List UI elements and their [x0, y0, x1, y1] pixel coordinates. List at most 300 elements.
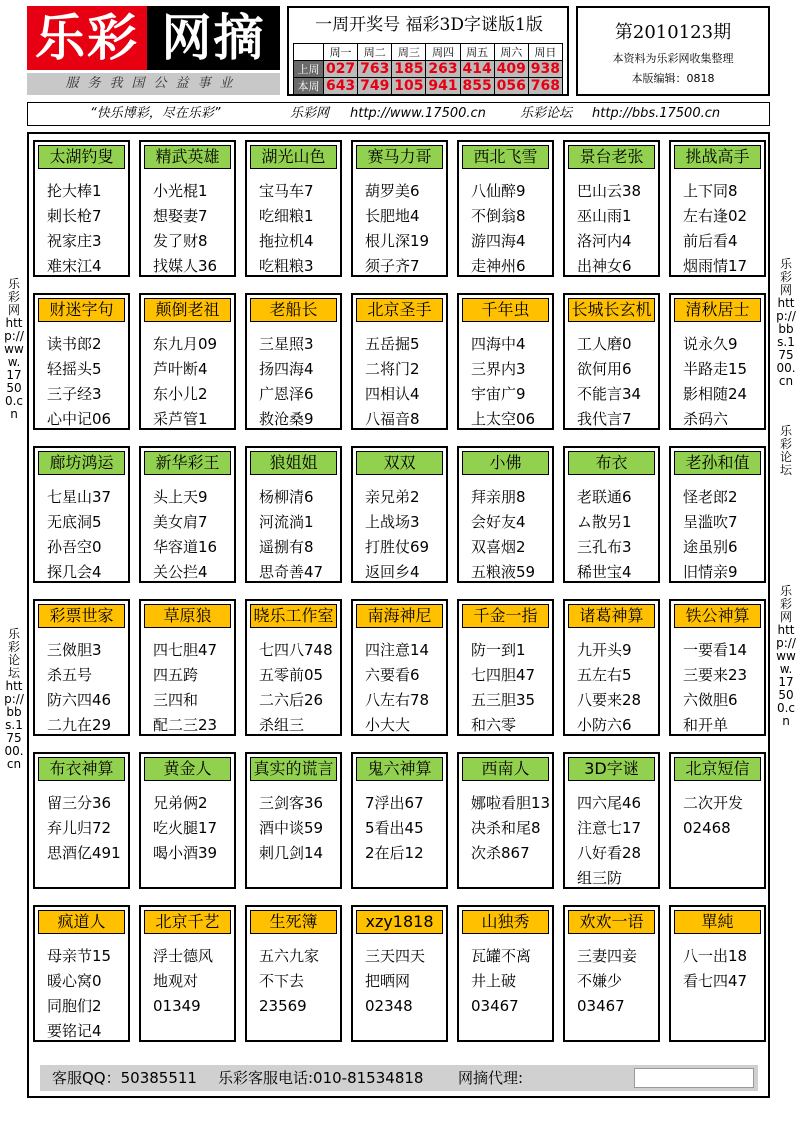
tip-line: 杀组三 [259, 716, 305, 734]
tip-card [457, 905, 554, 1042]
tip-line: 六要看6 [365, 666, 420, 684]
tip-line: 吃细粮1 [259, 207, 314, 225]
tip-line: 兄弟俩2 [153, 794, 208, 812]
tip-line: 三界内3 [471, 360, 526, 378]
tip-line: 扬四海4 [259, 360, 314, 378]
tip-line: 和六零 [471, 716, 517, 734]
tip-card [457, 752, 554, 889]
tip-line: 三妻四妾 [577, 947, 638, 965]
tip-card-title: 太湖钓叟 [38, 145, 125, 169]
page-title: 一周开奖号 福彩3D字谜版1版 [315, 15, 543, 35]
tip-line: 美女肩7 [153, 513, 208, 531]
tip-card-title: 小佛 [462, 451, 549, 475]
tip-line: 5看出45 [365, 819, 424, 837]
banner-motto: “快乐博彩，尽在乐彩” [90, 106, 221, 121]
tip-card-title: 千金一指 [462, 604, 549, 628]
tip-line: 防一到1 [471, 641, 526, 659]
tip-line: 出神女6 [577, 257, 632, 275]
tip-line: 三子经3 [47, 385, 102, 403]
tip-line: 怪老郎2 [683, 488, 738, 506]
tip-line: 2在后12 [365, 844, 424, 862]
tip-card-title: 千年虫 [462, 298, 549, 322]
tip-card-body [365, 638, 447, 738]
draw-number: 056 [494, 78, 528, 95]
banner [27, 102, 770, 126]
tip-card [351, 599, 448, 736]
tip-line: 同胞们2 [47, 997, 102, 1015]
logo-right-text: 网摘 [161, 9, 266, 67]
tip-card-title: 草原狼 [144, 604, 231, 628]
tip-card-title: 财迷字句 [38, 298, 125, 322]
side-left-top: 乐彩网 http://www.17500.cn [4, 277, 24, 421]
tip-line: 杨柳清6 [259, 488, 314, 506]
weekday-header: 周五 [460, 44, 494, 61]
tip-line: 旧情亲9 [683, 563, 738, 581]
tip-card-title: 北京圣手 [356, 298, 443, 322]
tip-card-title: 生死簿 [250, 910, 337, 934]
footer [40, 1065, 758, 1091]
tip-line: 拜亲朋8 [471, 488, 526, 506]
tip-card-body [47, 332, 129, 432]
tip-line: 游四海4 [471, 232, 526, 250]
weekday-header: 周三 [392, 44, 426, 61]
draw-number: 105 [392, 78, 426, 95]
tip-card-title: 诸葛神算 [568, 604, 655, 628]
tip-line: 小大大 [365, 716, 411, 734]
tip-line: 小光棍1 [153, 182, 208, 200]
tip-line: 井上破 [471, 972, 517, 990]
tip-line: 前后看4 [683, 232, 738, 250]
tip-line: 走神州6 [471, 257, 526, 275]
tip-line: 找媒人36 [153, 257, 218, 275]
tip-line: 把晒网 [365, 972, 411, 990]
tip-line: 三星照3 [259, 335, 314, 353]
issue-box [576, 6, 770, 96]
tip-card-body [153, 638, 235, 738]
tip-card-title: 清秋居士 [674, 298, 761, 322]
tip-line: 烟雨情17 [683, 257, 748, 275]
tip-card [33, 293, 130, 430]
tip-line: 关公拦4 [153, 563, 208, 581]
tip-card [457, 140, 554, 277]
tip-line: 巫山雨1 [577, 207, 632, 225]
tip-card-body [471, 332, 553, 432]
tip-card-body [153, 485, 235, 585]
tip-line: 思奇善47 [259, 563, 324, 581]
tip-line: 和开单 [683, 716, 729, 734]
tip-card [245, 293, 342, 430]
tip-line: 五粮液59 [471, 563, 536, 581]
tip-card-title: 铁公神算 [674, 604, 761, 628]
tip-line: 读书郎2 [47, 335, 102, 353]
tip-card [33, 752, 130, 889]
tip-line: 五三胆35 [471, 691, 536, 709]
tip-line: 暖心窝0 [47, 972, 102, 990]
tip-line: 二将门2 [365, 360, 420, 378]
tip-card-body [471, 791, 553, 866]
tip-line: 三四和 [153, 691, 199, 709]
tip-line: 防六四46 [47, 691, 112, 709]
tip-card [245, 140, 342, 277]
tip-card [33, 446, 130, 583]
tip-card-body [365, 944, 447, 1019]
tip-line: 宇宙广9 [471, 385, 526, 403]
draw-number: 263 [426, 61, 460, 78]
weekday-header: 周四 [426, 44, 460, 61]
tip-line: 三要来23 [683, 666, 748, 684]
draw-number: 414 [460, 61, 494, 78]
slogan: 服务我国公益事业 [27, 73, 280, 95]
tip-line: 三天四天 [365, 947, 426, 965]
tip-line: 次杀867 [471, 844, 530, 862]
tip-card-title: 南海神尼 [356, 604, 443, 628]
tip-line: 03467 [577, 997, 625, 1015]
tip-line: 轻摇头5 [47, 360, 102, 378]
tip-line: 小防六6 [577, 716, 632, 734]
tip-card-body [47, 485, 129, 585]
tip-line: 浮士德风 [153, 947, 214, 965]
draw-number: 409 [494, 61, 528, 78]
tip-line: 上太空06 [471, 410, 536, 428]
tip-line: 三傚胆3 [47, 641, 102, 659]
tip-line: 会好友4 [471, 513, 526, 531]
tip-card-title: 布衣 [568, 451, 655, 475]
tip-line: 我代言7 [577, 410, 632, 428]
tip-card-title: 赛马力哥 [356, 145, 443, 169]
tip-card-title: 颠倒老祖 [144, 298, 231, 322]
tip-line: 巴山云38 [577, 182, 642, 200]
tip-card-body [153, 332, 235, 432]
tip-line: 说永久9 [683, 335, 738, 353]
last-week-label: 上周 [294, 61, 324, 78]
tip-line: 喝小酒39 [153, 844, 218, 862]
tip-card-body [365, 179, 447, 279]
footer-qq: 客服QQ：50385511 [52, 1069, 197, 1087]
tip-line: 八要来28 [577, 691, 642, 709]
tip-card-body [577, 944, 659, 1019]
tip-card-body [471, 485, 553, 585]
draw-number: 643 [324, 78, 358, 95]
draw-number: 768 [528, 78, 562, 95]
tip-line: 弃儿归72 [47, 819, 112, 837]
tip-card-body [153, 791, 235, 866]
tip-line: 三剑客36 [259, 794, 324, 812]
tip-line: 决杀和尾8 [471, 819, 541, 837]
tip-card-title: 布衣神算 [38, 757, 125, 781]
tip-line: 五六九家 [259, 947, 320, 965]
tip-card-title: 精武英雄 [144, 145, 231, 169]
tip-card-body [47, 179, 129, 279]
tip-line: 母亲节15 [47, 947, 112, 965]
tip-card [669, 446, 766, 583]
tip-card [669, 293, 766, 430]
tip-card [139, 599, 236, 736]
tip-line: 组三防 [577, 869, 623, 887]
tip-card [139, 752, 236, 889]
tip-card-title: 疯道人 [38, 910, 125, 934]
tip-card-body [259, 944, 341, 1019]
tip-card-title: 新华彩王 [144, 451, 231, 475]
tip-card [33, 599, 130, 736]
tip-card-body [259, 332, 341, 432]
tip-card-body [683, 944, 765, 994]
tip-card [457, 599, 554, 736]
tip-line: 半路走15 [683, 360, 748, 378]
tip-card [351, 752, 448, 889]
tip-card-title: xzy1818 [356, 910, 443, 934]
tip-line: 01349 [153, 997, 201, 1015]
tip-line: 七星山37 [47, 488, 112, 506]
tip-card [351, 905, 448, 1042]
tip-line: 四注意14 [365, 641, 430, 659]
tip-card [669, 599, 766, 736]
collected-note: 本资料为乐彩网收集整理 [612, 52, 734, 65]
banner-site-url[interactable]: http://www.17500.cn [350, 106, 486, 121]
tip-card [139, 905, 236, 1042]
tip-line: 影相随24 [683, 385, 748, 403]
tip-line: ム散另1 [577, 513, 632, 531]
tip-card-title: 欢欢一语 [568, 910, 655, 934]
draw-number: 938 [528, 61, 562, 78]
logo-left-text: 乐彩 [27, 6, 147, 70]
side-right-top: 乐彩网 http://bbs.17500.cn [776, 257, 796, 388]
tip-card-body [683, 638, 765, 738]
tip-card [245, 752, 342, 889]
tip-card-body [47, 944, 129, 1044]
tip-line: 不嫌少 [577, 972, 623, 990]
tip-line: 六傚胆6 [683, 691, 738, 709]
tip-card-body [365, 791, 447, 866]
tip-card [563, 293, 660, 430]
tip-line: 地观对 [153, 972, 199, 990]
tip-line: 八仙醉9 [471, 182, 526, 200]
tip-line: 上下同8 [683, 182, 738, 200]
tip-card-title: 3D字谜 [568, 757, 655, 781]
tip-card [457, 293, 554, 430]
tip-card [139, 293, 236, 430]
tip-card-body [259, 638, 341, 738]
tip-card-title: 西南人 [462, 757, 549, 781]
tip-card-body [365, 485, 447, 585]
tip-line: 上战场3 [365, 513, 420, 531]
tip-line: 宝马车7 [259, 182, 314, 200]
tip-card-body [683, 791, 765, 841]
draw-number: 763 [358, 61, 392, 78]
tip-line: 广恩泽6 [259, 385, 314, 403]
tip-line: 四六尾46 [577, 794, 642, 812]
tip-card [563, 752, 660, 889]
tip-card-body [577, 179, 659, 279]
tip-line: 不下去 [259, 972, 305, 990]
tip-card [457, 446, 554, 583]
tip-card-title: 北京短信 [674, 757, 761, 781]
tip-line: 救沧桑9 [259, 410, 314, 428]
tip-card-title: 湖光山色 [250, 145, 337, 169]
tip-line: 七四胆47 [471, 666, 536, 684]
tip-line: 双喜烟2 [471, 538, 526, 556]
tip-line: 02348 [365, 997, 413, 1015]
side-right-mid: 乐彩论坛 [779, 424, 792, 477]
tip-card-title: 景台老张 [568, 145, 655, 169]
tip-line: 东九月09 [153, 335, 218, 353]
tip-card-body [471, 179, 553, 279]
tip-card [351, 293, 448, 430]
tip-card-body [259, 179, 341, 279]
tip-line: 须子齐7 [365, 257, 420, 275]
tip-line: 葫罗美6 [365, 182, 420, 200]
tip-line: 河流淌1 [259, 513, 314, 531]
tip-line: 华容道16 [153, 538, 218, 556]
tip-line: 娜啦看胆13 [471, 794, 551, 812]
tip-line: 02468 [683, 819, 731, 837]
weekday-header: 周一 [324, 44, 358, 61]
tip-card [669, 752, 766, 889]
logo [27, 6, 280, 70]
tip-card-body [577, 332, 659, 432]
tip-card-title: 真实的谎言 [250, 757, 337, 781]
tip-line: 稀世宝4 [577, 563, 632, 581]
tip-line: 四相认4 [365, 385, 420, 403]
tip-card [33, 140, 130, 277]
tip-card-body [259, 791, 341, 866]
tip-card [351, 140, 448, 277]
tip-card-title: 北京千艺 [144, 910, 231, 934]
tip-line: 心中记06 [47, 410, 112, 428]
tip-card [563, 446, 660, 583]
tip-line: 不能言34 [577, 385, 642, 403]
agent-input-box [634, 1068, 754, 1088]
tip-card [139, 140, 236, 277]
footer-agent: 网摘代理: [458, 1069, 524, 1087]
tip-line: 四五跨 [153, 666, 199, 684]
draw-number: 027 [324, 61, 358, 78]
tip-line: 返回乡4 [365, 563, 420, 581]
tip-card-body [683, 332, 765, 432]
tip-line: 老联通6 [577, 488, 632, 506]
banner-forum-name: 乐彩论坛 [520, 106, 573, 121]
tip-card-title: 双双 [356, 451, 443, 475]
banner-site-name: 乐彩网 [290, 106, 330, 121]
tip-line: 不倒翁8 [471, 207, 526, 225]
tip-line: 九开头9 [577, 641, 632, 659]
tip-card-body [577, 485, 659, 585]
tip-line: 刺长枪7 [47, 207, 102, 225]
tip-line: 二六后26 [259, 691, 324, 709]
tip-card-title: 單純 [674, 910, 761, 934]
footer-phone: 乐彩客服电话:010-81534818 [218, 1069, 424, 1087]
tip-card-body [471, 638, 553, 738]
tip-line: 祝家庄3 [47, 232, 102, 250]
tip-card-title: 挑战高手 [674, 145, 761, 169]
draw-number: 185 [392, 61, 426, 78]
tip-line: 瓦罐不离 [471, 947, 532, 965]
tip-line: 八左右78 [365, 691, 430, 709]
tip-line: 遥捌有8 [259, 538, 314, 556]
tip-line: 芦叶断4 [153, 360, 208, 378]
tip-line: 杀码六 [683, 410, 729, 428]
tip-line: 采芦管1 [153, 410, 208, 428]
tip-card-title: 晓乐工作室 [250, 604, 337, 628]
tip-line: 亲兄弟2 [365, 488, 420, 506]
tip-card-body [577, 638, 659, 738]
weekday-header: 周日 [528, 44, 562, 61]
tip-line: 东小儿2 [153, 385, 208, 403]
tip-card-body [683, 485, 765, 585]
tip-line: 探几会4 [47, 563, 102, 581]
tip-card-body [683, 179, 765, 279]
tip-line: 想娶妻7 [153, 207, 208, 225]
tip-line: 呈滥吹7 [683, 513, 738, 531]
tip-line: 发了财8 [153, 232, 208, 250]
tip-card-body [153, 179, 235, 279]
issue-number: 第2010123期 [614, 22, 732, 43]
tip-line: 23569 [259, 997, 307, 1015]
tip-line: 看七四47 [683, 972, 748, 990]
tip-card-title: 狼姐姐 [250, 451, 337, 475]
tip-card [563, 140, 660, 277]
tip-line: 五零前05 [259, 666, 324, 684]
draw-number: 855 [460, 78, 494, 95]
draw-number: 941 [426, 78, 460, 95]
tip-line: 注意七17 [577, 819, 642, 837]
side-left-bottom: 乐彩论坛 http://bbs.17500.cn [4, 627, 24, 771]
weekday-header: 周二 [358, 44, 392, 61]
tip-line: 03467 [471, 997, 519, 1015]
tip-card-body [471, 944, 553, 1019]
tip-card [563, 599, 660, 736]
tip-line: 八好看28 [577, 844, 642, 862]
tip-card [139, 446, 236, 583]
tip-card [351, 446, 448, 583]
draw-results-box [287, 6, 569, 96]
tip-line: 拖拉机4 [259, 232, 314, 250]
tip-card-body [47, 791, 129, 866]
tip-line: 根儿深19 [365, 232, 430, 250]
tip-line: 7浮出67 [365, 794, 424, 812]
editor-note: 本版编辑：0818 [631, 72, 715, 85]
tip-card [669, 140, 766, 277]
tip-line: 难宋江4 [47, 257, 102, 275]
banner-forum-url[interactable]: http://bbs.17500.cn [592, 106, 721, 121]
tip-line: 八一出18 [683, 947, 748, 965]
tip-card-title: 黄金人 [144, 757, 231, 781]
tip-line: 刺几剑14 [259, 844, 324, 862]
tip-card-body [365, 332, 447, 432]
weekday-header: 周六 [494, 44, 528, 61]
tip-line: 头上天9 [153, 488, 208, 506]
corner-cell [294, 44, 324, 61]
tip-card-title: 山独秀 [462, 910, 549, 934]
tip-line: 七四八748 [259, 641, 333, 659]
tip-card-body [259, 485, 341, 585]
draw-results-table [293, 43, 563, 95]
tip-card-title: 老孙和值 [674, 451, 761, 475]
tip-card [669, 905, 766, 1042]
tip-line: 留三分36 [47, 794, 112, 812]
tip-line: 四七胆47 [153, 641, 218, 659]
tip-line: 孙吾空0 [47, 538, 102, 556]
tip-line: 八福音8 [365, 410, 420, 428]
tip-card-title: 西北飞雪 [462, 145, 549, 169]
tip-line: 二九在29 [47, 716, 112, 734]
tip-line: 吃火腿17 [153, 819, 218, 837]
tip-line: 思酒亿491 [47, 844, 121, 862]
tip-line: 洛河内4 [577, 232, 632, 250]
tip-card-title: 廊坊鸿运 [38, 451, 125, 475]
tip-line: 打胜仗69 [365, 538, 430, 556]
tip-line: 酒中谈59 [259, 819, 324, 837]
tip-card-body [47, 638, 129, 738]
